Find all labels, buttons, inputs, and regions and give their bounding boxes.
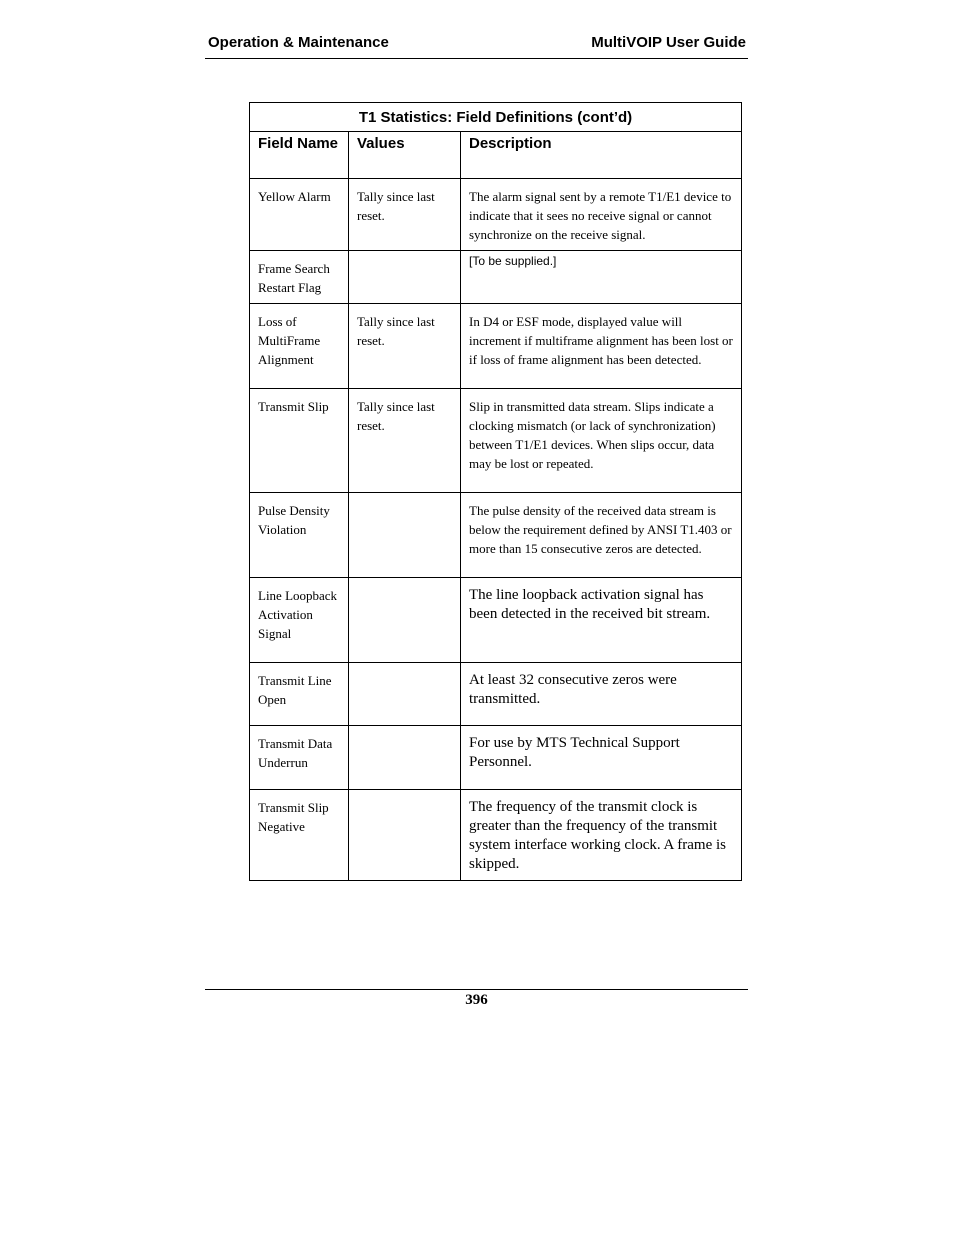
row-field: Pulse Density Violation — [250, 493, 349, 578]
row-field: Yellow Alarm — [250, 179, 349, 251]
table-row — [250, 251, 742, 304]
row-values — [349, 790, 461, 881]
row-values — [349, 726, 461, 790]
table-row — [250, 663, 742, 726]
row-field: Transmit Data Underrun — [250, 726, 349, 790]
table-row — [250, 493, 742, 578]
header-section-title: Operation & Maintenance — [208, 34, 389, 51]
row-field: Line Loopback Activation Signal — [250, 578, 349, 663]
row-description: [To be supplied.] — [461, 251, 742, 304]
row-values — [349, 251, 461, 304]
row-description: The alarm signal sent by a remote T1/E1 device to indicate that it sees no receive signal or cannot synchronize on the receive signal. — [461, 179, 742, 251]
row-description: The line loopback activation signal has been detected in the received bit stream. — [461, 578, 742, 663]
row-values: Tally since last reset. — [349, 389, 461, 493]
row-description: For use by MTS Technical Support Personnel. — [461, 726, 742, 790]
row-values — [349, 578, 461, 663]
field-definitions-table — [249, 102, 742, 881]
row-field: Loss of MultiFrame Alignment — [250, 304, 349, 389]
row-field: Transmit Slip Negative — [250, 790, 349, 881]
column-header-description: Description — [461, 132, 742, 179]
column-header-field-name: Field Name — [250, 132, 349, 179]
row-values — [349, 663, 461, 726]
table-row — [250, 726, 742, 790]
page-number: 396 — [465, 992, 488, 1008]
table-title-row — [250, 103, 742, 132]
header-guide-title: MultiVOIP User Guide — [591, 34, 746, 51]
row-values — [349, 493, 461, 578]
page-footer — [205, 989, 748, 1009]
row-values: Tally since last reset. — [349, 179, 461, 251]
table-title: T1 Statistics: Field Definitions (cont’d) — [250, 103, 742, 132]
row-description: In D4 or ESF mode, displayed value will increment if multiframe alignment has been lost or if loss of frame alignment has been detected. — [461, 304, 742, 389]
row-values: Tally since last reset. — [349, 304, 461, 389]
row-description: Slip in transmitted data stream. Slips indicate a clocking mismatch (or lack of synchronization) between T1/E1 devices. When slips occur, data may be lost or repeated. — [461, 389, 742, 493]
row-field: Transmit Slip — [250, 389, 349, 493]
row-field: Frame Search Restart Flag — [250, 251, 349, 304]
table-row — [250, 790, 742, 881]
table-row — [250, 578, 742, 663]
table-row — [250, 179, 742, 251]
row-field: Transmit Line Open — [250, 663, 349, 726]
table-header-row — [250, 132, 742, 179]
page-header — [205, 33, 748, 59]
table-row — [250, 389, 742, 493]
column-header-values: Values — [349, 132, 461, 179]
row-description: At least 32 consecutive zeros were transmitted. — [461, 663, 742, 726]
row-description: The frequency of the transmit clock is greater than the frequency of the transmit system interface working clock. A frame is skipped. — [461, 790, 742, 881]
row-description: The pulse density of the received data stream is below the requirement defined by ANSI T1.403 or more than 15 consecutive zeros are detected. — [461, 493, 742, 578]
table-row — [250, 304, 742, 389]
